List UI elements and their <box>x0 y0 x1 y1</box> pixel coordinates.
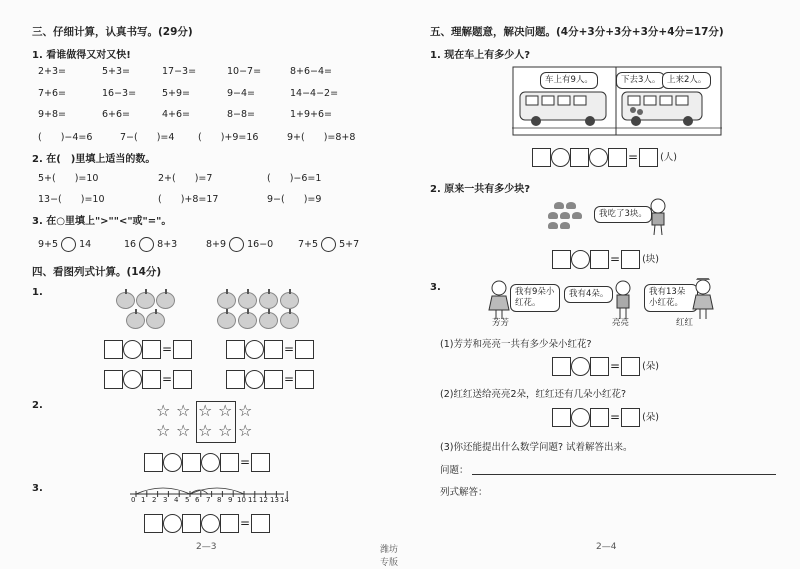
fill-2-2: ( )+8=17 <box>158 194 219 205</box>
compare-2: 16 8+3 <box>124 239 178 250</box>
tick-label: 9 <box>228 496 233 504</box>
tick-label: 10 <box>237 496 246 504</box>
answer-box[interactable] <box>182 453 201 472</box>
operator-circle[interactable] <box>163 514 182 533</box>
fill-1-1: 5+( )=10 <box>38 173 99 184</box>
fill-1-3: ( )−6=1 <box>267 173 322 184</box>
operator-circle[interactable] <box>571 408 590 427</box>
page-number-right: 2—4 <box>596 542 617 552</box>
operator-circle[interactable] <box>163 453 182 472</box>
page-number-left: 2—3 <box>196 542 217 552</box>
answer-box[interactable] <box>264 340 283 359</box>
tick-label: 4 <box>174 496 179 504</box>
girl-fangfang <box>488 280 510 320</box>
equation-1b: = <box>226 340 314 359</box>
r-equation-1: = (人) <box>532 148 677 167</box>
answer-box[interactable] <box>251 453 270 472</box>
answer-box[interactable] <box>532 148 551 167</box>
q3-title: 3. 在○里填上">""<"或"="。 <box>32 216 172 227</box>
fill-1-2: 2+( )=7 <box>158 173 213 184</box>
operator-circle[interactable] <box>551 148 570 167</box>
answer-box[interactable] <box>608 148 627 167</box>
picture-2-label: 2. <box>32 400 43 411</box>
edition-label: 潍坊专版 <box>380 545 399 568</box>
star-box-outline <box>196 401 236 443</box>
r-equation-3a: = (朵) <box>552 357 659 376</box>
calc-4-1: ( )−4=6 <box>38 132 93 143</box>
q2-title: 2. 在( )里填上适当的数。 <box>32 154 156 165</box>
name-honghong: 红红 <box>676 318 694 328</box>
calc-1-4: 10−7= <box>227 66 262 77</box>
r-q1-title: 1. 现在车上有多少人? <box>430 50 531 61</box>
r-q2-title: 2. 原来一共有多少块? <box>430 184 531 195</box>
picture-1-label: 1. <box>32 287 43 298</box>
section-3-title: 三、仔细计算，认真书写。(29分) <box>32 26 193 38</box>
q1-title: 1. 看谁做得又对又快! <box>32 50 131 61</box>
answer-box[interactable] <box>251 514 270 533</box>
calc-1-5: 8+6−4= <box>290 66 333 77</box>
answer-box[interactable] <box>590 408 609 427</box>
right-page <box>400 0 800 569</box>
compare-circle[interactable] <box>139 237 154 252</box>
question-answer-line[interactable] <box>472 474 776 475</box>
calc-4-3: ( )+9=16 <box>198 132 259 143</box>
section-4-title: 四、看图列式计算。(14分) <box>32 266 162 278</box>
bubble-fangfang: 我有9朵小红花。 <box>510 284 560 312</box>
operator-circle[interactable] <box>571 357 590 376</box>
bubble-get-on: 上来2人。 <box>662 72 711 89</box>
r-equation-2: = (块) <box>552 250 659 269</box>
compare-3: 8+9 16−0 <box>206 239 274 250</box>
calc-3-4: 8−8= <box>227 109 256 120</box>
operator-circle[interactable] <box>589 148 608 167</box>
answer-box[interactable] <box>144 514 163 533</box>
tick-label: 2 <box>152 496 157 504</box>
left-page: 三、仔细计算，认真书写。(29分) 1. 看谁做得又对又快! 2+3= 5+3= 17−3= 10−7= 8+6−4= 7+6= 16−3= 5+9= 9−4= 14−4−2= 9+8= 6+6= 4+6= 8−8= 1+9+6= ( )−4=6 7−( )=4 ( )+9=16 9+( )=8+8 2. 在( )里填上适当的数。 5+( )=10 2+( )=7 ( )−6=1 13−( )=10 ( )+8=17 9−( )=9 3. 在○里填上">""<"或"="。 9+5 14 16 8+3 8+9 16−0 7+5 5+7 四、看图列式计算。(14分) 1. = = = = 2. ☆ ☆ ☆ ☆ ☆ ☆ ☆ ☆ ☆ ☆ = 3. 0 1 2 3 4 5 6 7 8 9 10 11 12 13 14 = 2—3 潍坊专版 <box>32 26 399 568</box>
answer-box[interactable] <box>590 357 609 376</box>
tick-label: 13 <box>270 496 279 504</box>
calc-1-3: 17−3= <box>162 66 197 77</box>
sub-question-2: (2)红红送给亮亮2朵，红红还有几朵小红花? <box>440 389 627 400</box>
sub-question-3: (3)你还能提出什么数学问题? 试着解答出来。 <box>440 442 633 453</box>
boy-liangliang <box>612 280 634 320</box>
unit-label: (块) <box>642 254 659 265</box>
equation-1d: = <box>226 370 314 389</box>
operator-circle[interactable] <box>245 340 264 359</box>
calc-3-3: 4+6= <box>162 109 191 120</box>
calc-2-3: 5+9= <box>162 88 191 99</box>
tick-label: 0 <box>131 496 136 504</box>
bubble-liangliang: 我有4朵。 <box>564 286 613 303</box>
girl-honghong <box>692 278 714 320</box>
tick-label: 6 <box>195 496 200 504</box>
answer-box[interactable] <box>220 453 239 472</box>
unit-label: (人) <box>660 152 677 163</box>
operator-circle[interactable] <box>571 250 590 269</box>
section-5-title: 五、理解题意，解决问题。(4分+3分+3分+3分+4分=17分) <box>430 26 724 38</box>
compare-4: 7+5 5+7 <box>298 239 360 250</box>
equation-1a: = <box>104 340 192 359</box>
number-line-labels <box>128 496 288 506</box>
calc-1-1: 2+3= <box>38 66 67 77</box>
calc-2-5: 14−4−2= <box>290 88 339 99</box>
question-label: 问题： <box>440 465 469 476</box>
tick-label: 3 <box>163 496 168 504</box>
r-equation-3b: = (朵) <box>552 408 659 427</box>
tick-label: 11 <box>248 496 257 504</box>
picture-3-label: 3. <box>32 483 43 494</box>
answer-box[interactable] <box>226 370 245 389</box>
answer-label: 列式解答： <box>440 487 488 498</box>
answer-box[interactable] <box>570 148 589 167</box>
answer-box[interactable] <box>590 250 609 269</box>
calc-3-1: 9+8= <box>38 109 67 120</box>
fill-2-1: 13−( )=10 <box>38 194 105 205</box>
boy-figure <box>646 198 670 236</box>
equation-1c: = <box>104 370 192 389</box>
operator-circle[interactable] <box>123 370 142 389</box>
fill-2-3: 9−( )=9 <box>267 194 322 205</box>
calc-2-2: 16−3= <box>102 88 137 99</box>
tick-label: 14 <box>280 496 289 504</box>
answer-box[interactable] <box>621 408 640 427</box>
answer-box[interactable] <box>295 340 314 359</box>
answer-box[interactable] <box>173 340 192 359</box>
answer-box[interactable] <box>104 370 123 389</box>
answer-box[interactable] <box>220 514 239 533</box>
answer-box[interactable] <box>142 370 161 389</box>
tick-label: 7 <box>206 496 211 504</box>
equation-3: = <box>144 514 270 533</box>
bubble-ate-three: 我吃了3块。 <box>594 206 652 223</box>
operator-circle[interactable] <box>201 514 220 533</box>
compare-1: 9+5 14 <box>38 239 92 250</box>
calc-4-2: 7−( )=4 <box>120 132 175 143</box>
answer-box[interactable] <box>552 250 571 269</box>
answer-box[interactable] <box>295 370 314 389</box>
tick-label: 8 <box>217 496 222 504</box>
equation-2: = <box>144 453 270 472</box>
answer-box[interactable] <box>104 340 123 359</box>
r-q3-label: 3. <box>430 282 441 293</box>
answer-box[interactable] <box>621 250 640 269</box>
answer-box[interactable] <box>552 408 571 427</box>
calc-2-4: 9−4= <box>227 88 256 99</box>
calc-4-4: 9+( )=8+8 <box>287 132 356 143</box>
answer-box[interactable] <box>173 370 192 389</box>
operator-circle[interactable] <box>245 370 264 389</box>
calc-2-1: 7+6= <box>38 88 67 99</box>
unit-label: (朵) <box>642 361 659 372</box>
answer-box[interactable] <box>639 148 658 167</box>
compare-circle[interactable] <box>321 237 336 252</box>
calc-1-2: 5+3= <box>102 66 131 77</box>
compare-circle[interactable] <box>61 237 76 252</box>
answer-box[interactable] <box>182 514 201 533</box>
name-liangliang: 亮亮 <box>612 318 630 328</box>
answer-box[interactable] <box>264 370 283 389</box>
tick-label: 5 <box>185 496 190 504</box>
answer-box[interactable] <box>144 453 163 472</box>
tick-label: 1 <box>141 496 146 504</box>
bubble-get-off: 下去3人。 <box>616 72 665 89</box>
answer-box[interactable] <box>621 357 640 376</box>
calc-3-2: 6+6= <box>102 109 131 120</box>
unit-label: (朵) <box>642 412 659 423</box>
answer-box[interactable] <box>226 340 245 359</box>
tick-label: 12 <box>259 496 268 504</box>
operator-circle[interactable] <box>201 453 220 472</box>
operator-circle[interactable] <box>123 340 142 359</box>
answer-box[interactable] <box>552 357 571 376</box>
answer-box[interactable] <box>142 340 161 359</box>
bubble-bus-count: 车上有9人。 <box>540 72 598 89</box>
calc-3-5: 1+9+6= <box>290 109 333 120</box>
sub-question-1: (1)芳芳和亮亮一共有多少朵小红花? <box>440 339 592 350</box>
bubble-honghong: 我有13朵小红花。 <box>644 284 698 312</box>
compare-circle[interactable] <box>229 237 244 252</box>
name-fangfang: 芳芳 <box>492 318 510 328</box>
